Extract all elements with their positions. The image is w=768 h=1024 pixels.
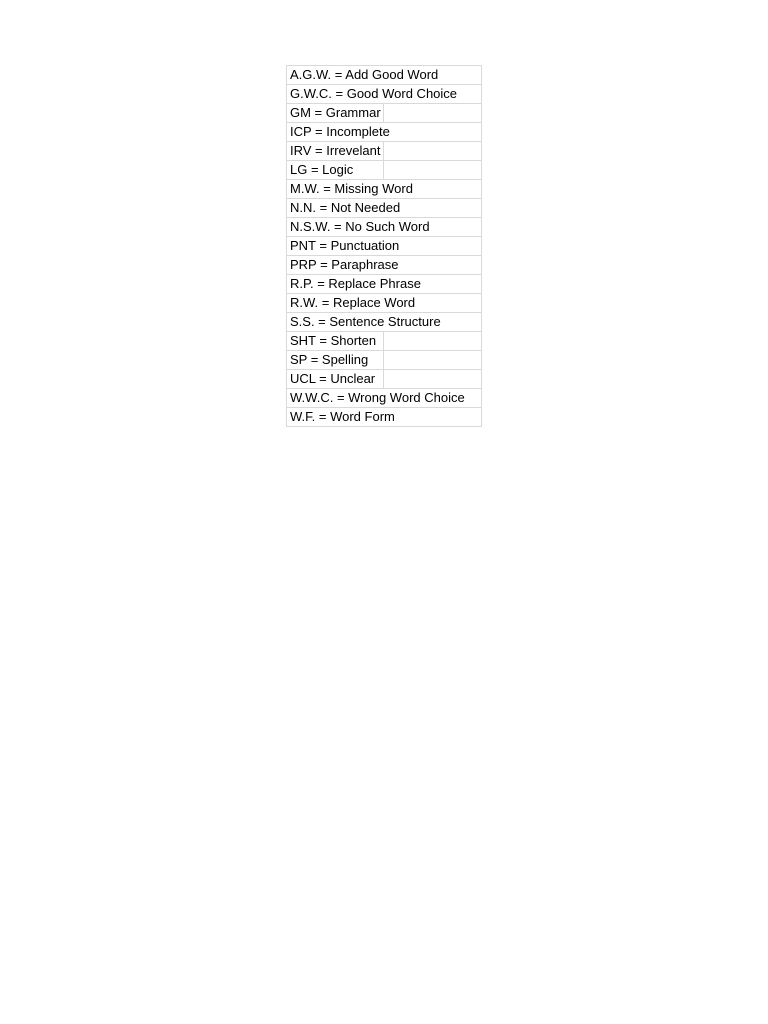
table-row [287,275,482,294]
abbreviation-cell[interactable]: W.W.C. = Wrong Word Choice [287,389,482,408]
table-row [287,389,482,408]
table-row [287,123,482,142]
abbreviation-cell[interactable]: G.W.C. = Good Word Choice [287,85,482,104]
table-row [287,408,482,427]
table-row [287,351,482,370]
abbreviation-cell[interactable]: PNT = Punctuation [287,237,482,256]
abbreviation-cell[interactable]: W.F. = Word Form [287,408,482,427]
abbreviation-cell[interactable]: R.W. = Replace Word [287,294,482,313]
abbreviation-cell[interactable]: ICP = Incomplete [287,123,482,142]
abbreviation-cell[interactable]: N.S.W. = No Such Word [287,218,482,237]
table-row [287,370,482,389]
abbreviation-cell[interactable]: N.N. = Not Needed [287,199,482,218]
table-row [287,294,482,313]
abbreviation-cell[interactable]: LG = Logic [287,161,384,180]
empty-cell[interactable] [384,332,482,351]
abbreviation-cell[interactable]: IRV = Irrevelant [287,142,384,161]
table-row [287,142,482,161]
empty-cell[interactable] [384,370,482,389]
empty-cell[interactable] [384,161,482,180]
table-row [287,104,482,123]
table-row [287,313,482,332]
empty-cell[interactable] [384,104,482,123]
empty-cell[interactable] [384,142,482,161]
abbreviation-cell[interactable]: M.W. = Missing Word [287,180,482,199]
abbreviation-cell[interactable]: R.P. = Replace Phrase [287,275,482,294]
table-row [287,66,482,85]
table-row [287,237,482,256]
empty-cell[interactable] [384,351,482,370]
table-row [287,332,482,351]
table-row [287,218,482,237]
abbreviation-cell[interactable]: GM = Grammar [287,104,384,123]
table-row [287,180,482,199]
abbreviation-cell[interactable]: UCL = Unclear [287,370,384,389]
table-row [287,256,482,275]
abbreviation-cell[interactable]: PRP = Paraphrase [287,256,482,275]
abbreviation-cell[interactable]: A.G.W. = Add Good Word [287,66,482,85]
abbreviation-cell[interactable]: SHT = Shorten [287,332,384,351]
table-row [287,85,482,104]
table-row [287,161,482,180]
abbreviation-table-body [287,66,482,427]
abbreviation-cell[interactable]: SP = Spelling [287,351,384,370]
table-row [287,199,482,218]
abbreviation-cell[interactable]: S.S. = Sentence Structure [287,313,482,332]
abbreviation-sheet [286,65,481,427]
abbreviation-table [286,65,482,427]
